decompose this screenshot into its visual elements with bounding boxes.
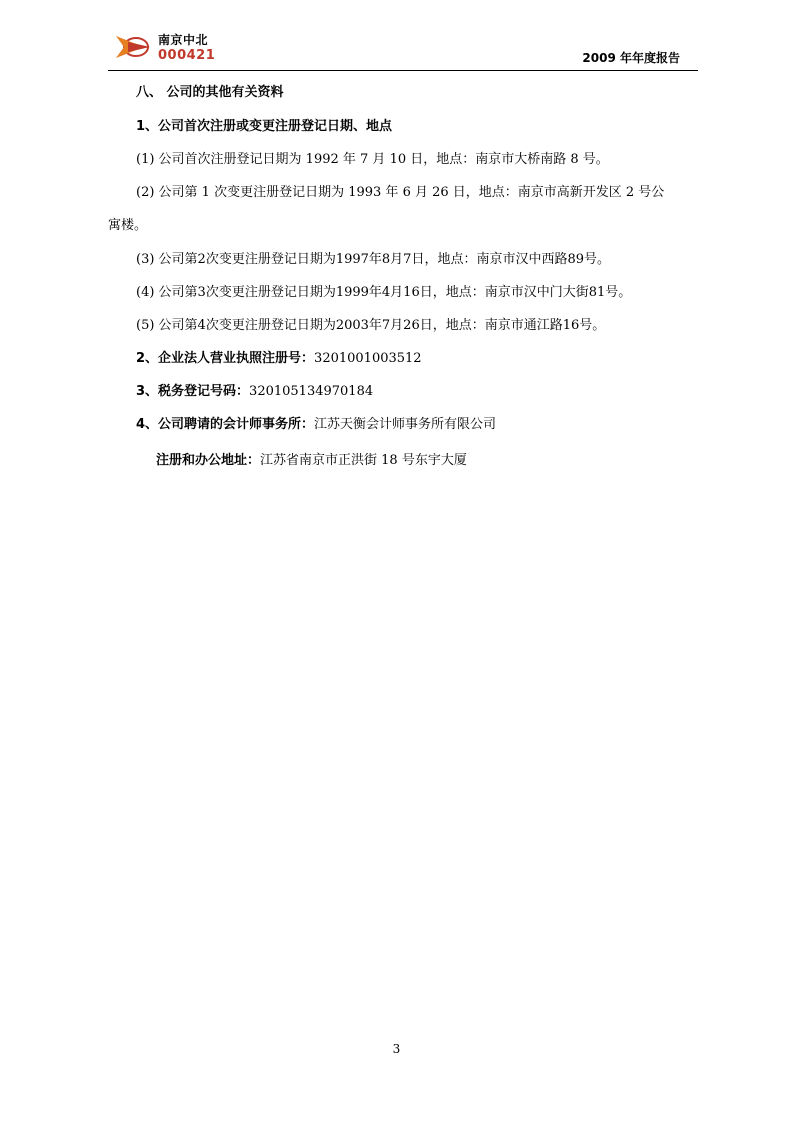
- page-number: 3: [392, 1042, 401, 1056]
- business-license-row: [136, 350, 422, 368]
- page-header: [108, 28, 698, 72]
- item1-title: 1、公司首次注册或变更注册登记日期、地点: [136, 119, 393, 134]
- accounting-firm-label: 4、公司聘请的会计师事务所：: [136, 417, 315, 432]
- accounting-firm-row: [136, 416, 496, 434]
- company-name: 南京中北: [158, 33, 209, 47]
- company-logo-icon: [114, 32, 154, 60]
- registration-line: (1) 公司首次注册登记日期为 1992 年 7 月 10 日，地点：南京市大桥南路 8 号。: [136, 152, 609, 167]
- tax-registration-row: [136, 383, 373, 401]
- firm-address-row: [156, 452, 467, 470]
- registration-line: (2) 公司第 1 次变更注册登记日期为 1993 年 6 月 26 日，地点：南京市高新开发区 2 号公: [136, 185, 665, 200]
- registration-line: (5) 公司第4次变更注册登记日期为2003年7月26日，地点：南京市通江路16号。: [136, 318, 606, 333]
- section-heading: 八、 公司的其他有关资料: [136, 85, 284, 100]
- stock-code: 000421: [158, 48, 216, 63]
- business-license-number: 3201001003512: [314, 351, 422, 366]
- registration-line: (3) 公司第2次变更注册登记日期为1997年8月7日，地点：南京市汉中西路89号。: [136, 252, 610, 267]
- accounting-firm-name: 江苏天衡会计师事务所有限公司: [314, 417, 497, 432]
- firm-address-value: 江苏省南京市正洪街 18 号东宇大厦: [260, 453, 467, 468]
- header-divider: [108, 70, 698, 71]
- report-title: 2009 年年度报告: [582, 51, 680, 65]
- registration-line: (4) 公司第3次变更注册登记日期为1999年4月16日，地点：南京市汉中门大街81号。: [136, 285, 632, 300]
- tax-registration-label: 3、税务登记号码：: [136, 384, 250, 399]
- tax-registration-number: 320105134970184: [249, 384, 374, 399]
- firm-address-label: 注册和办公地址：: [156, 453, 261, 468]
- registration-line-continued: 寓楼。: [108, 218, 148, 233]
- business-license-label: 2、企业法人营业执照注册号：: [136, 351, 315, 366]
